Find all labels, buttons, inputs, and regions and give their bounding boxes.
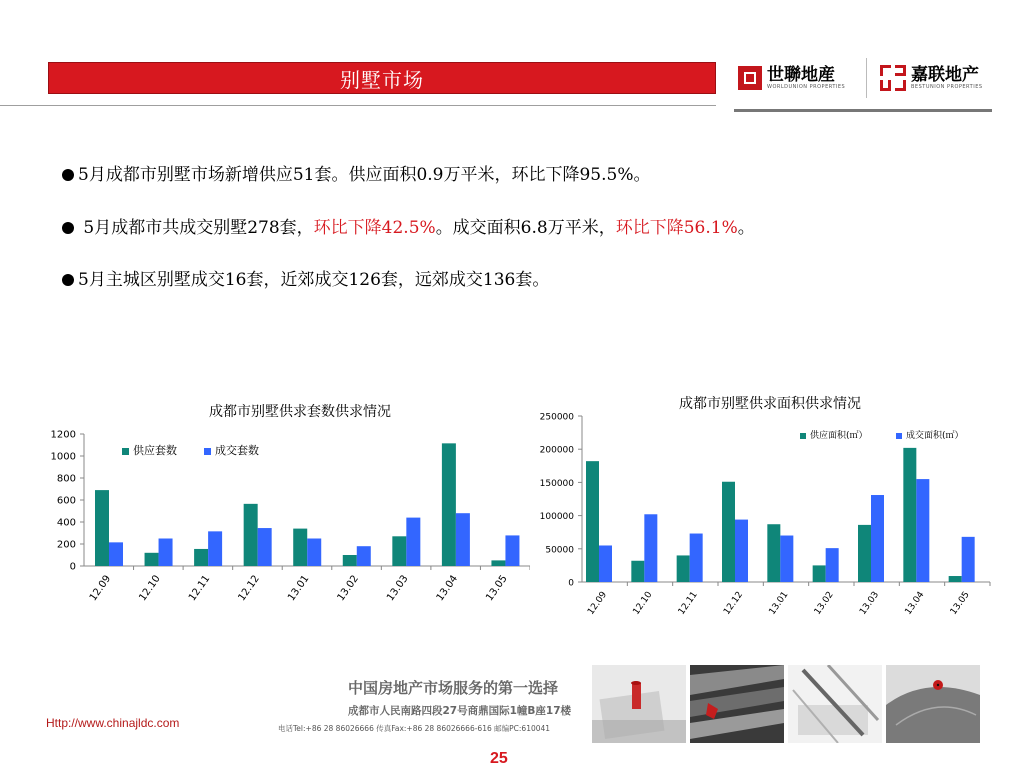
bar-1-0 (722, 482, 735, 582)
y-tick-label: 100000 (539, 512, 574, 523)
bar-0-1 (159, 539, 173, 567)
bar-1-0 (949, 576, 962, 582)
y-tick-label: 0 (568, 578, 574, 589)
bar-0-0 (194, 549, 208, 566)
chart-area-title: 成都市别墅供求面积供求情况 (679, 396, 861, 412)
bar-0-1 (456, 513, 470, 566)
bullet-text: 5月成都市共成交别墅278套， (78, 218, 314, 238)
x-tick-label: 13.05 (484, 573, 510, 604)
footer-address: 成都市人民南路四段27号商鼎国际1幢B座17楼 (348, 705, 572, 717)
title-bar (48, 62, 716, 94)
y-tick-label: 250000 (539, 412, 574, 423)
logo-divider (866, 58, 867, 98)
bullet-highlight: 环比下降42.5% (313, 218, 436, 238)
bar-1-1 (644, 514, 657, 582)
legend-label: 供应套数 (133, 444, 177, 457)
legend-swatch (122, 448, 129, 455)
header-divider (0, 105, 716, 106)
footer-slogan: 中国房地产市场服务的第一选择 (348, 679, 559, 697)
legend-label: 成交面积(㎡） (906, 431, 964, 441)
bar-0-1 (109, 542, 123, 566)
y-tick-label: 150000 (539, 478, 574, 489)
header-divider-right (734, 109, 992, 112)
y-tick-label: 200 (56, 539, 76, 551)
worldunion-logo (738, 62, 860, 94)
bullet-deals (62, 216, 755, 240)
y-tick-label: 1000 (50, 451, 76, 463)
bar-0-0 (442, 443, 456, 566)
x-tick-label: 13.02 (335, 573, 362, 604)
x-tick-label: 13.03 (385, 573, 411, 604)
bullet-text: 5月成都市别墅市场新增供应51套。供应面积0.9万平米，环比下降95.5%。 (78, 165, 651, 185)
bullet-regions (62, 268, 549, 292)
x-tick-label: 13.04 (903, 589, 927, 617)
worldunion-logo-text: 世聯地産 (767, 65, 835, 85)
footer-url-link[interactable]: Http://www.chinajldc.com (46, 716, 180, 730)
bar-1-1 (916, 479, 929, 582)
bar-0-1 (307, 539, 321, 567)
x-tick-label: 13.05 (948, 589, 972, 617)
bar-0-1 (357, 546, 371, 566)
legend-swatch (896, 433, 902, 439)
bar-0-0 (491, 560, 505, 566)
bar-1-1 (871, 495, 884, 582)
legend-swatch (204, 448, 211, 455)
chart-units-title: 成都市别墅供求套数供求情况 (209, 404, 391, 420)
bar-1-1 (599, 545, 612, 582)
footer-photo-documents (592, 665, 686, 743)
bar-1-0 (903, 448, 916, 582)
bar-0-0 (343, 555, 357, 566)
footer-photo-ladybug (886, 665, 980, 743)
y-tick-label: 400 (56, 517, 76, 529)
bar-0-0 (293, 529, 307, 566)
bar-1-1 (826, 548, 839, 582)
bar-1-0 (677, 555, 690, 582)
bar-1-0 (858, 525, 871, 582)
bullet-dot-icon (62, 274, 74, 286)
bar-0-0 (392, 536, 406, 566)
y-tick-label: 1200 (50, 429, 76, 441)
bullet-text: 。成交面积6.8万平米， (435, 218, 616, 238)
x-tick-label: 12.10 (137, 573, 163, 604)
bullet-dot-icon (62, 222, 74, 234)
bullet-text: 。 (737, 218, 755, 238)
bar-1-1 (962, 537, 975, 582)
bar-1-0 (813, 565, 826, 582)
bestunion-logo-text: 嘉联地产 (911, 65, 979, 85)
bar-0-1 (208, 531, 222, 566)
x-tick-label: 12.09 (87, 573, 114, 604)
bestunion-logo-subtext: BESTUNION PROPERTIES (911, 84, 983, 90)
bar-0-1 (258, 528, 272, 566)
y-tick-label: 50000 (545, 545, 574, 556)
bar-0-1 (406, 518, 420, 566)
worldunion-logo-subtext: WORLDUNION PROPERTIES (767, 84, 846, 90)
bullet-supply (62, 163, 651, 187)
x-tick-label: 12.10 (631, 589, 655, 617)
bar-0-1 (505, 535, 519, 566)
legend-label: 成交套数 (215, 444, 259, 457)
y-tick-label: 600 (56, 495, 76, 507)
bar-1-0 (767, 524, 780, 582)
bar-1-1 (780, 536, 793, 582)
x-tick-label: 12.12 (722, 589, 746, 617)
bar-1-0 (586, 461, 599, 582)
legend-label: 供应面积(㎡） (810, 431, 868, 441)
y-tick-label: 200000 (539, 445, 574, 456)
x-tick-label: 13.03 (858, 589, 882, 617)
bar-0-0 (95, 490, 109, 566)
legend-swatch (800, 433, 806, 439)
y-tick-label: 800 (56, 473, 76, 485)
footer-contacts: 电话Tel:+86 28 86026666 传真Fax:+86 28 86026666-616 邮编PC:610041 (278, 724, 551, 733)
bar-1-1 (690, 534, 703, 582)
page-title: 别墅市场 (340, 67, 424, 92)
x-tick-label: 12.12 (236, 573, 262, 604)
bar-1-1 (735, 520, 748, 582)
units-chart (40, 425, 530, 640)
x-tick-label: 13.01 (286, 573, 312, 604)
x-tick-label: 12.11 (186, 573, 213, 604)
bullet-text: 5月主城区别墅成交16套，近郊成交126套，远郊成交136套。 (78, 270, 550, 290)
bullet-highlight: 环比下降56.1% (615, 218, 738, 238)
x-tick-label: 12.09 (586, 589, 610, 617)
page-number: 25 (490, 750, 508, 767)
bar-1-0 (631, 561, 644, 582)
x-tick-label: 13.01 (767, 589, 791, 617)
bestunion-logo-icon (880, 65, 906, 91)
bar-0-0 (145, 553, 159, 566)
y-tick-label: 0 (69, 561, 76, 573)
area-chart (520, 405, 996, 645)
bullet-dot-icon (62, 169, 74, 181)
bar-0-0 (244, 504, 258, 566)
x-tick-label: 13.04 (434, 573, 461, 604)
footer-photo-pens (788, 665, 882, 743)
worldunion-logo-icon (738, 66, 762, 90)
x-tick-label: 12.11 (676, 589, 700, 617)
bestunion-logo (880, 62, 996, 94)
x-tick-label: 13.02 (812, 589, 836, 617)
footer-photo-stones (690, 665, 784, 743)
